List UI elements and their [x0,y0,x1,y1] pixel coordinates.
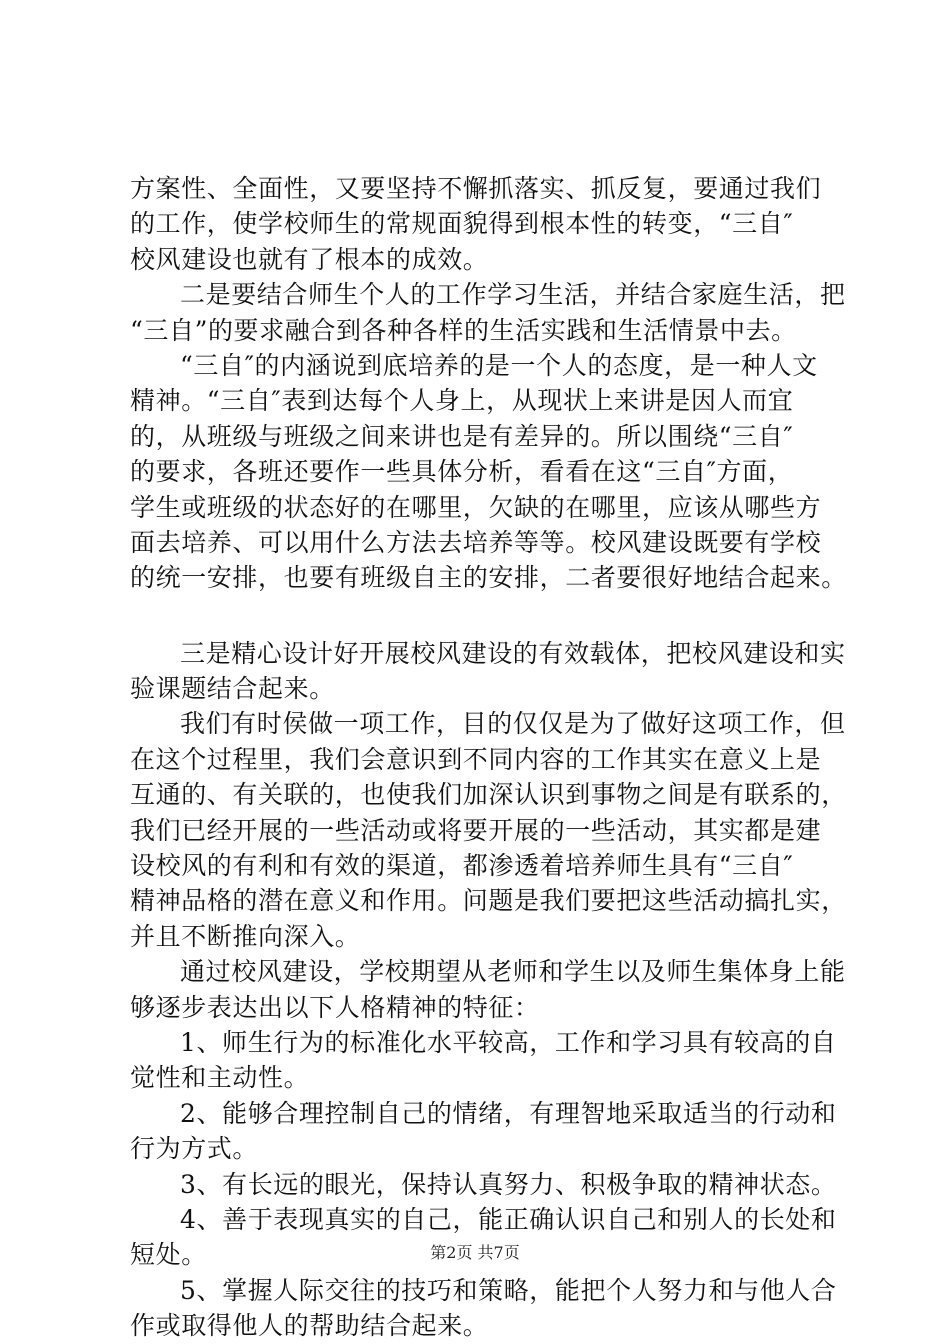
text-line: 的工作，使学校师生的常规面貌得到根本性的转变，“三自″ [130,209,794,239]
text-line: 设校风的有利和有效的渠道，都渗透着培养师生具有“三自″ [130,851,794,881]
text-line: 3、有长远的眼光，保持认真努力、积极争取的精神状态。 [180,1169,837,1199]
text-line: 验课题结合起来。 [130,674,335,704]
text-line: 方案性、全面性，又要坚持不懈抓落实、抓反复，要通过我们 [130,174,822,203]
text-line: 校风建设也就有了根本的成效。 [130,244,489,274]
text-line: 二是要结合师生个人的工作学习生活，并结合家庭生活，把 [180,280,846,310]
text-line: 短处。 [130,1240,207,1270]
text-line: 行为方式。 [130,1134,259,1164]
text-line: 并且不断推向深入。 [130,921,361,951]
text-line: 我们有时侯做一项工作，目的仅仅是为了做好这项工作，但 [180,709,846,739]
text-line: 1、师生行为的标准化水平较高，工作和学习具有较高的自 [180,1027,837,1057]
text-line: 够逐步表达出以下人格精神的特征： [130,992,540,1022]
text-line: 5、掌握人际交往的技巧和策略，能把个人努力和与他人合 [180,1275,837,1305]
text-line: 学生或班级的状态好的在哪里，欠缺的在哪里，应该从哪些方 [130,492,822,522]
page-number: 第2页 共7页 [430,1243,520,1262]
text-line: 通过校风建设，学校期望从老师和学生以及师生集体身上能 [180,957,846,987]
text-line: 三是精心设计好开展校风建设的有效载体，把校风建设和实 [180,638,846,668]
text-line: 的要求，各班还要作一些具体分析，看看在这“三自″方面， [130,457,794,487]
paragraph-gap [130,596,850,636]
text-line: 作或取得他人的帮助结合起来。 [130,1311,489,1341]
text-line: 的统一安排，也要有班级自主的安排，二者要很好地结合起来。 [130,563,847,593]
text-line: 2、能够合理控制自己的情绪，有理智地采取适当的行动和 [180,1098,837,1128]
text-line: 精神。“三自″表到达每个人身上，从现状上来讲是因人而宜 [130,386,794,416]
text-line: 精神品格的潜在意义和作用。问题是我们要把这些活动搞扎实， [130,886,847,916]
page-footer [0,1243,950,1263]
text-line: 在这个过程里，我们会意识到不同内容的工作其实在意义上是 [130,744,822,774]
text-line: “三自”的要求融合到各种各样的生活实践和生活情景中去。 [130,315,797,345]
text-line: “三自″的内涵说到底培养的是一个人的态度，是一种人文 [180,350,818,380]
text-line: 4、善于表现真实的自己，能正确认识自己和别人的长处和 [180,1204,837,1234]
text-line: 我们已经开展的一些活动或将要开展的一些活动，其实都是建 [130,815,822,845]
text-line: 的，从班级与班级之间来讲也是有差异的。所以围绕“三自″ [130,421,794,451]
text-line: 互通的、有关联的，也使我们加深认识到事物之间是有联系的， [130,780,847,810]
document-body [130,171,850,1344]
text-line: 觉性和主动性。 [130,1063,310,1093]
text-line: 面去培养、可以用什么方法去培养等等。校风建设既要有学校 [130,527,822,557]
